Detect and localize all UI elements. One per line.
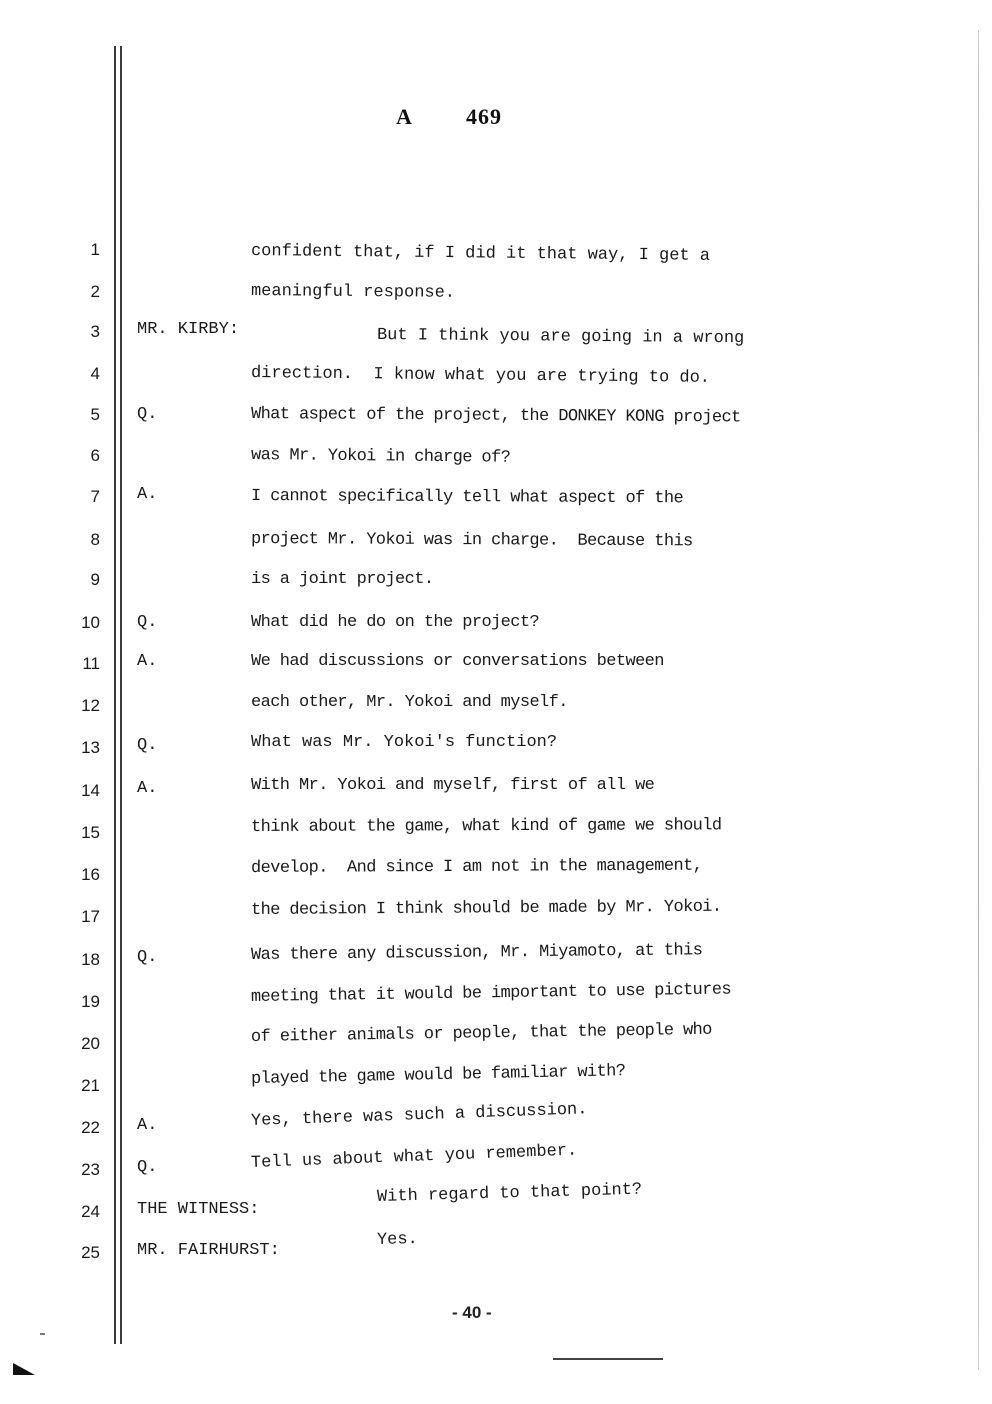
line-text: Yes, there was such a discussion. — [250, 1100, 588, 1131]
line-number: 8 — [90, 530, 100, 549]
transcript-line — [0, 405, 992, 435]
line-text: the decision I think should be made by Mr. Yokoi. — [250, 897, 722, 920]
line-number: 6 — [90, 446, 100, 465]
line-text: We had discussions or conversations between — [251, 652, 664, 671]
line-text: think about the game, what kind of game we should — [250, 816, 722, 837]
line-text: confident that, if I did it that way, I get a — [250, 242, 711, 266]
speaker-label: Q. — [137, 1158, 158, 1177]
line-number: 18 — [81, 950, 100, 969]
transcript-line — [0, 1100, 992, 1148]
line-text: meeting that it would be important to use pictures — [250, 980, 732, 1007]
corner-arrow-mark — [13, 1363, 35, 1375]
line-text: project Mr. Yokoi was in charge. Because this — [250, 530, 693, 552]
line-number: 22 — [81, 1118, 100, 1137]
transcript-line — [0, 282, 992, 312]
line-number: 17 — [81, 907, 100, 926]
line-number: 14 — [81, 781, 100, 800]
transcript-line — [0, 1062, 992, 1106]
page-number: - 40 - — [452, 1303, 492, 1322]
transcript-line — [0, 941, 992, 980]
transcript-line — [0, 897, 992, 937]
line-number: 13 — [81, 738, 100, 757]
line-number: 23 — [81, 1160, 100, 1179]
line-text: Was there any discussion, Mr. Miyamoto, at this — [250, 941, 703, 965]
line-number: 7 — [90, 487, 100, 506]
line-number: 20 — [81, 1034, 100, 1053]
line-number: 25 — [81, 1243, 100, 1262]
transcript-line — [0, 776, 992, 811]
transcript-line — [0, 654, 992, 684]
line-text: With regard to that point? — [376, 1180, 643, 1207]
speaker-label: A. — [137, 1116, 158, 1135]
transcript-line — [0, 570, 992, 600]
line-number: 15 — [81, 823, 100, 842]
transcript-line — [0, 613, 992, 643]
line-number: 1 — [90, 240, 100, 259]
line-number: 2 — [90, 282, 100, 301]
speaker-label: THE WITNESS: — [137, 1200, 260, 1219]
line-text: Yes. — [376, 1230, 419, 1250]
transcript-line — [0, 240, 992, 270]
line-number: 16 — [81, 865, 100, 884]
line-text: Tell us about what you remember. — [250, 1141, 578, 1173]
line-number: 11 — [82, 654, 100, 673]
transcript-line — [0, 530, 992, 560]
line-text: But I think you are going in a wrong — [376, 326, 745, 349]
line-text: I cannot specifically tell what aspect of the — [250, 487, 684, 509]
line-text: With Mr. Yokoi and myself, first of all we — [251, 776, 655, 795]
transcript-line — [0, 446, 992, 476]
transcript-line — [0, 487, 992, 517]
speaker-label: A. — [137, 485, 158, 504]
line-number: 10 — [81, 613, 100, 632]
line-number: 9 — [90, 570, 100, 589]
line-text: meaningful response. — [250, 282, 456, 303]
transcript-line — [0, 364, 992, 394]
footer-rule — [553, 1358, 663, 1360]
line-number: 19 — [81, 992, 100, 1011]
exhibit-stamp-number: 469 — [466, 104, 502, 129]
line-text: What did he do on the project? — [251, 613, 540, 632]
transcript-line — [0, 980, 992, 1022]
transcript-line — [0, 1180, 992, 1232]
line-text: develop. And since I am not in the management, — [250, 856, 703, 878]
line-number: 4 — [90, 364, 100, 383]
line-number: 24 — [81, 1202, 100, 1221]
transcript-line — [0, 322, 992, 352]
line-number: 21 — [81, 1076, 100, 1095]
line-text: What was Mr. Yokoi's function? — [251, 733, 558, 752]
speaker-label: Q. — [137, 405, 158, 424]
speaker-label: Q. — [137, 736, 158, 755]
line-text: direction. I know what you are trying to do. — [250, 364, 711, 388]
speaker-label: MR. FAIRHURST: — [137, 1241, 280, 1260]
line-text: each other, Mr. Yokoi and myself. — [251, 693, 568, 712]
scan-speck — [40, 1333, 45, 1335]
transcript-line — [0, 1230, 992, 1273]
exhibit-stamp-letter: A — [396, 104, 412, 129]
line-text: of either animals or people, that the people who — [250, 1020, 712, 1047]
line-number: 12 — [81, 696, 100, 715]
transcript-line — [0, 733, 992, 768]
transcript-line — [0, 1020, 992, 1064]
line-text: What aspect of the project, the DONKEY KONG project — [250, 405, 741, 428]
transcript-line — [0, 693, 992, 726]
speaker-label: MR. KIRBY: — [137, 320, 240, 339]
speaker-label: Q. — [137, 948, 158, 967]
speaker-label: A. — [137, 652, 158, 671]
line-number: 3 — [90, 322, 100, 341]
speaker-label: Q. — [137, 613, 158, 632]
transcript-line — [0, 816, 992, 853]
speaker-label: A. — [137, 779, 158, 798]
line-text: played the game would be familiar with? — [250, 1062, 626, 1089]
transcript-line — [0, 856, 992, 895]
line-number: 5 — [90, 405, 100, 424]
line-text: was Mr. Yokoi in charge of? — [250, 446, 511, 468]
line-text: is a joint project. — [251, 570, 434, 589]
